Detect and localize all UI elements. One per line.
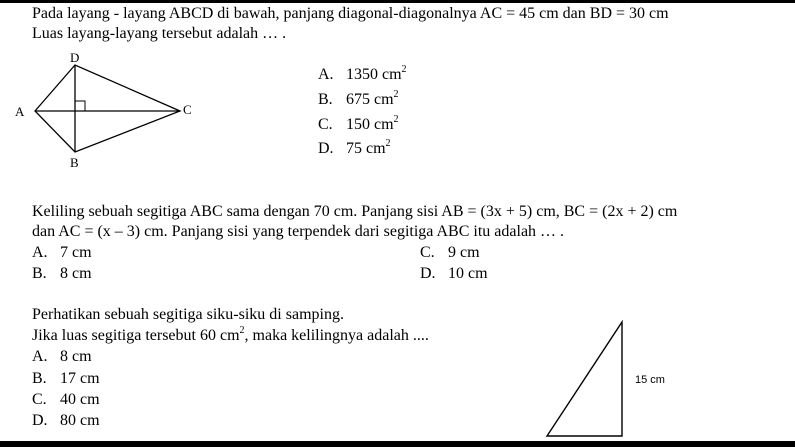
triangle-side-label: 15 cm <box>635 374 665 386</box>
kite-label-a: A <box>15 104 25 119</box>
option-letter: C. <box>32 391 47 408</box>
option-value: 40 cm <box>60 391 100 408</box>
option-value: 7 cm <box>60 244 92 261</box>
q3-option-d[interactable] <box>32 412 100 430</box>
option-letter: C. <box>318 116 333 133</box>
option-letter: D. <box>420 265 436 282</box>
q2-option-a[interactable] <box>32 244 92 262</box>
q2-option-b[interactable] <box>32 265 92 283</box>
option-value: 10 cm <box>448 265 488 282</box>
option-letter: A. <box>32 244 48 261</box>
bottom-rule <box>0 441 795 447</box>
right-angle-mark <box>75 101 85 111</box>
q2-option-d[interactable] <box>420 265 488 283</box>
option-letter: B. <box>32 265 47 282</box>
right-triangle-figure <box>540 318 680 440</box>
right-triangle-outline <box>547 322 622 436</box>
option-letter: D. <box>318 140 334 157</box>
kite-figure <box>10 50 200 175</box>
q3-exponent: 2 <box>239 325 245 336</box>
option-value: 150 cm <box>346 116 394 133</box>
option-letter: A. <box>32 348 48 365</box>
q2-option-c[interactable] <box>420 244 480 262</box>
q3-option-c[interactable] <box>32 391 100 409</box>
option-value: 8 cm <box>60 348 92 365</box>
kite-label-c: C <box>183 102 192 117</box>
q3-text-line1: Perhatikan sebuah segitiga siku-siku di samping. <box>32 306 344 323</box>
kite-outline <box>35 65 180 152</box>
kite-label-d: D <box>70 50 80 65</box>
option-exponent: 2 <box>401 64 407 75</box>
kite-label-b: B <box>70 155 79 170</box>
q1-option-d[interactable] <box>318 140 391 158</box>
q3-text-line2 <box>32 327 429 345</box>
option-letter: D. <box>32 412 48 429</box>
q3-option-a[interactable] <box>32 348 92 366</box>
option-letter: B. <box>32 370 47 387</box>
q1-option-a[interactable] <box>318 66 407 84</box>
q1-option-c[interactable] <box>318 116 399 134</box>
option-value: 9 cm <box>448 244 480 261</box>
option-value: 17 cm <box>60 370 100 387</box>
option-letter: C. <box>420 244 435 261</box>
option-value: 1350 cm <box>346 66 402 83</box>
q3-text-line2-post: , maka kelilingnya adalah .... <box>244 327 429 344</box>
q2-text-line1: Keliling sebuah segitiga ABC sama dengan 70 cm. Panjang sisi AB = (3x + 5) cm, BC = (2x + 2) cm <box>32 203 678 220</box>
q1-text-line2: Luas layang-layang tersebut adalah … . <box>32 25 287 42</box>
option-value: 80 cm <box>60 412 100 429</box>
option-letter: B. <box>318 91 333 108</box>
q3-text-line2-pre: Jika luas segitiga tersebut 60 cm <box>32 327 240 344</box>
q1-text-line1: Pada layang - layang ABCD di bawah, panjang diagonal-diagonalnya AC = 45 cm dan BD = 30 cm <box>32 5 669 22</box>
option-exponent: 2 <box>385 138 391 149</box>
option-letter: A. <box>318 66 334 83</box>
option-value: 675 cm <box>346 91 394 108</box>
q2-text-line2: dan AC = (x – 3) cm. Panjang sisi yang terpendek dari segitiga ABC itu adalah … . <box>32 223 565 240</box>
top-rule <box>0 0 795 3</box>
option-exponent: 2 <box>393 114 399 125</box>
option-value: 8 cm <box>60 265 92 282</box>
option-exponent: 2 <box>393 89 399 100</box>
q1-option-b[interactable] <box>318 91 399 109</box>
q3-option-b[interactable] <box>32 370 100 388</box>
option-value: 75 cm <box>346 140 386 157</box>
